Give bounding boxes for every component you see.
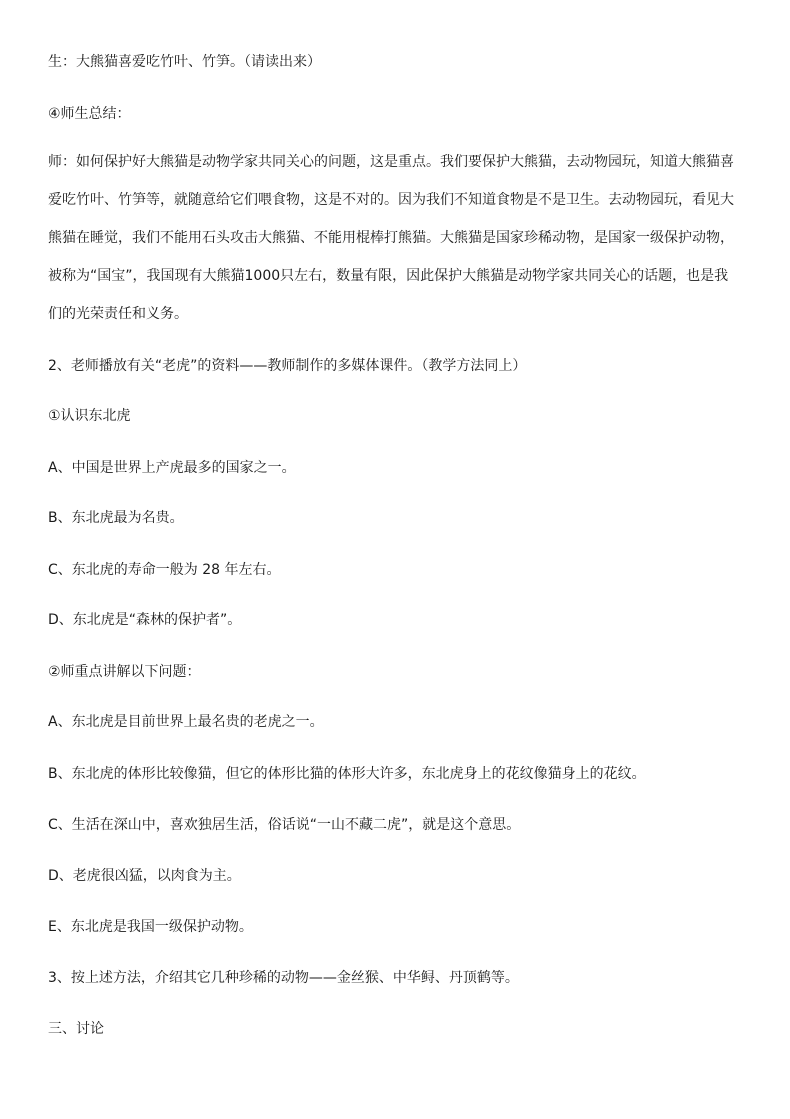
key-point-b: B、东北虎的体形比较像猫，但它的体形比猫的体形大许多，东北虎身上的花纹像猫身上的花纹。 (48, 766, 646, 782)
tiger-fact-a: A、中国是世界上产虎最多的国家之一。 (48, 460, 296, 476)
teacher-summary-paragraph: 师：如何保护好大熊猫是动物学家共同关心的问题，这是重点。我们要保护大熊猫，去动物园玩，知道大熊猫喜爱吃竹叶、竹笋等，就随意给它们喂食物，这是不对的。因为我们不知道食物是不是卫生。去动物园玩，看见大熊猫在睡觉，我们不能用石头攻击大熊猫、不能用棍棒打熊猫。大熊猫是国家珍稀动物，是国家一级保护动物，被称为“国宝”，我国现有大熊猫1000只左右，数量有限，因此保护大熊猫是动物学家共同关心的话题，也是我们的光荣责任和义务。 (48, 154, 734, 322)
tiger-fact-c: C、东北虎的寿命一般为 28 年左右。 (48, 562, 281, 578)
discussion-heading: 三、讨论 (48, 1021, 104, 1037)
summary-heading: ④师生总结： (48, 106, 131, 122)
key-point-e: E、东北虎是我国一级保护动物。 (48, 919, 253, 935)
key-points-heading: ②师重点讲解以下问题： (48, 664, 201, 680)
key-point-a: A、东北虎是目前世界上最名贵的老虎之一。 (48, 714, 324, 730)
tiger-subheading: ①认识东北虎 (48, 408, 131, 424)
tiger-fact-d: D、东北虎是“森林的保护者”。 (48, 612, 242, 628)
tiger-section-intro: 2、老师播放有关“老虎”的资料——教师制作的多媒体课件。（教学方法同上） (48, 358, 527, 374)
student-answer: 生：大熊猫喜爱吃竹叶、竹笋。（请读出来） (48, 54, 321, 70)
key-point-c: C、生活在深山中，喜欢独居生活，俗话说“一山不藏二虎”，就是这个意思。 (48, 817, 521, 833)
other-animals-item: 3、按上述方法，介绍其它几种珍稀的动物——金丝猴、中华鲟、丹顶鹤等。 (48, 970, 519, 986)
key-point-d: D、老虎很凶猛，以肉食为主。 (48, 868, 241, 884)
tiger-fact-b: B、东北虎最为名贵。 (48, 510, 184, 526)
